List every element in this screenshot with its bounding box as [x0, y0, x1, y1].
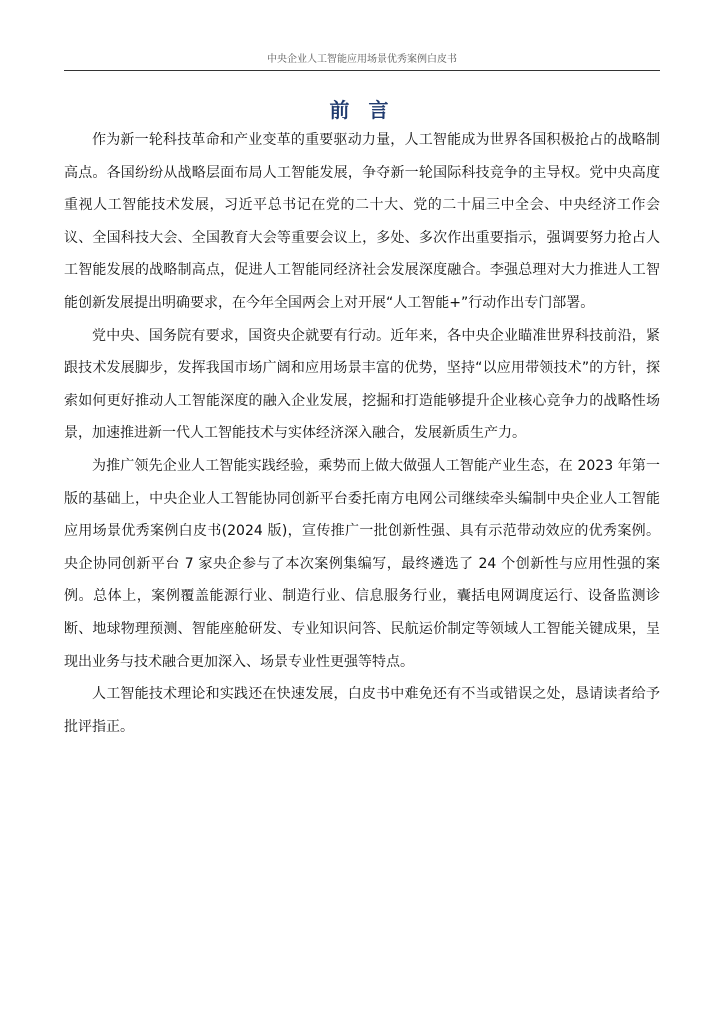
paragraph-2: 党中央、国务院有要求，国资央企就要有行动。近年来，各中央企业瞄准世界科技前沿，紧跟技术发展脚步，发挥我国市场广阔和应用场景丰富的优势，坚持“以应用带领技术”的方针，探索如何更好推动人工智能深度的融入企业发展，挖掘和打造能够提升企业核心竞争力的战略性场景，加速推进新一代人工智能技术与实体经济深入融合，发展新质生产力。 [64, 327, 660, 442]
page-title: 前 言 [329, 98, 395, 122]
header-divider [64, 70, 660, 71]
paragraph-4: 人工智能技术理论和实践还在快速发展，白皮书中难免还有不当或错误之处，恳请读者给予批评指正。 [64, 686, 660, 735]
running-header: 中央企业人工智能应用场景优秀案例白皮书 [267, 54, 457, 65]
paragraph-1: 作为新一轮科技革命和产业变革的重要驱动力量，人工智能成为世界各国积极抢占的战略制高点。各国纷纷从战略层面布局人工智能发展，争夺新一轮国际科技竞争的主导权。党中央高度重视人工智能技术发展，习近平总书记在党的二十大、党的二十届三中全会、中央经济工作会议、全国科技大会、全国教育大会等重要会议上，多处、多次作出重要指示，强调要努力抢占人工智能发展的战略制高点，促进人工智能同经济社会发展深度融合。李强总理对大力推进人工智能创新发展提出明确要求，在今年全国两会上对开展“人工智能+”行动作出专门部署。 [64, 132, 660, 311]
paragraph-3: 为推广领先企业人工智能实践经验，乘势而上做大做强人工智能产业生态，在 2023 年第一版的基础上，中央企业人工智能协同创新平台委托南方电网公司继续牵头编制中央企业人工智能应用场景优秀案例白皮书(2024 版)，宣传推广一批创新性强、具有示范带动效应的优秀案例。央企协同创新平台 7 家央企参与了本次案例集编写，最终遴选了 24 个创新性与应用性强的案例。总体上，案例覆盖能源行业、制造行业、信息服务行业，囊括电网调度运行、设备监测诊断、地球物理预测、智能座舱研发、专业知识问答、民航运价制定等领域人工智能关键成果，呈现出业务与技术融合更加深入、场景专业性更强等特点。 [64, 457, 660, 670]
body-text [64, 124, 660, 743]
